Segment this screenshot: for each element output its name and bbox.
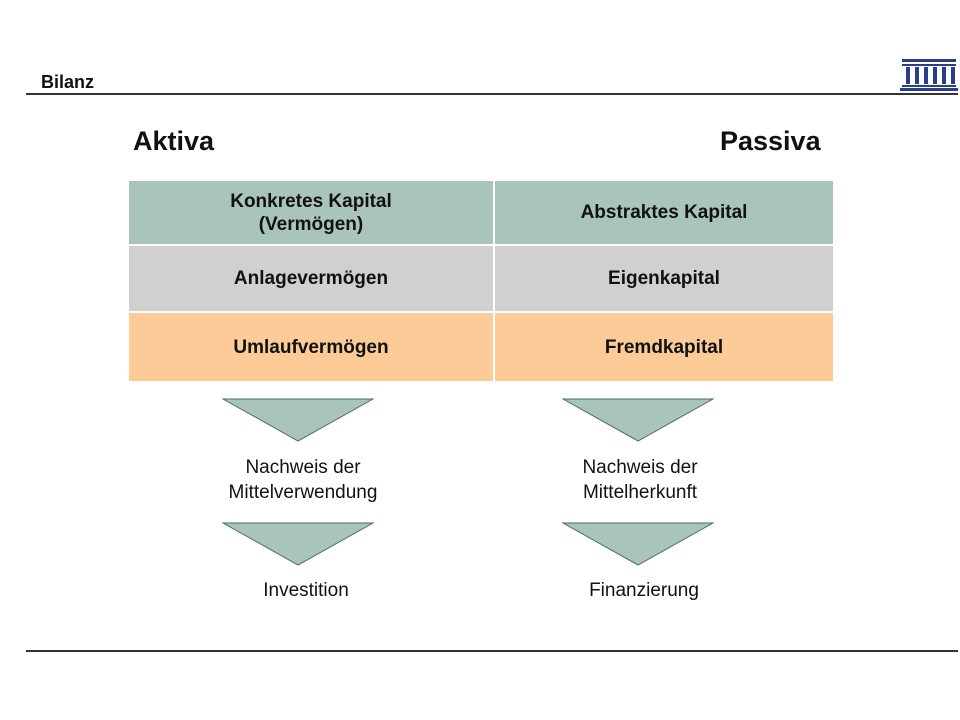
eigenkapital-cell: Eigenkapital <box>495 246 833 313</box>
nachweis-mittelverwendung-label: Nachweis der Mittelverwendung <box>228 457 378 503</box>
fremdkapital-cell: Fremdkapital <box>495 313 833 381</box>
balance-sheet-table <box>129 181 833 381</box>
building-columns-icon <box>900 58 958 92</box>
down-arrow-right-1-icon <box>562 398 714 442</box>
finanzierung-label: Finanzierung <box>589 580 699 601</box>
passiva-heading: Passiva <box>720 126 821 156</box>
abstraktes-kapital-cell: Abstraktes Kapital <box>495 181 833 246</box>
down-arrow-right-2-icon <box>562 522 714 566</box>
page-title: Bilanz <box>41 72 95 92</box>
down-arrow-left-1-icon <box>222 398 374 442</box>
umlaufvermoegen-cell: Umlaufvermögen <box>129 313 495 381</box>
aktiva-heading: Aktiva <box>133 126 215 156</box>
konkretes-kapital-cell: Konkretes Kapital (Vermögen) <box>129 181 495 246</box>
investition-label: Investition <box>263 580 349 601</box>
anlagevermoegen-cell: Anlagevermögen <box>129 246 495 313</box>
footer-divider <box>26 650 958 652</box>
down-arrow-left-2-icon <box>222 522 374 566</box>
nachweis-mittelherkunft-label: Nachweis der Mittelherkunft <box>582 457 698 503</box>
header-divider <box>26 93 958 95</box>
